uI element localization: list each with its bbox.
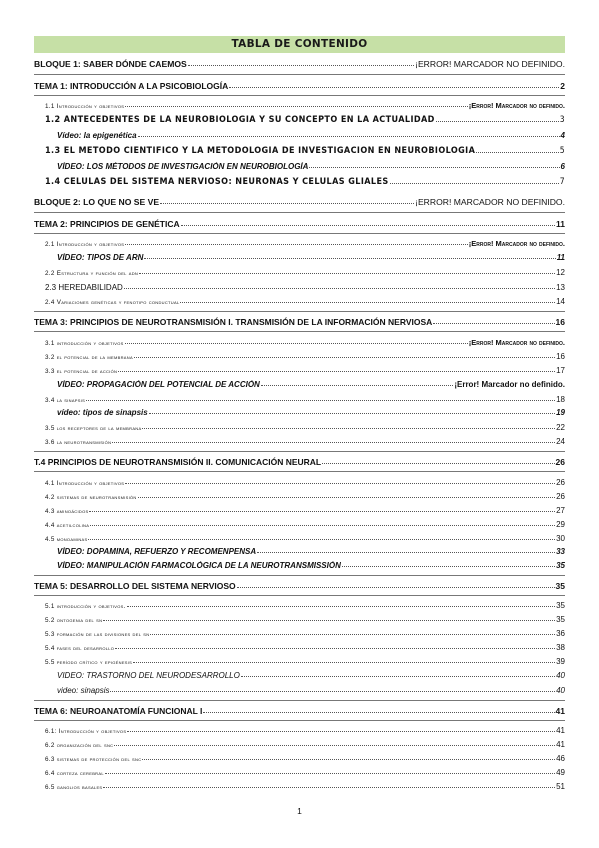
toc-entry-tema-1[interactable] <box>34 81 565 91</box>
section-divider <box>34 74 565 75</box>
toc-entry-label: TEMA 2: PRINCIPIOS DE GENÉTICA <box>34 219 180 229</box>
dot-leader <box>125 343 468 344</box>
toc-entry-bloque-2[interactable] <box>34 197 565 207</box>
toc-entry-label: Vídeo: la epigenética <box>57 131 137 140</box>
dot-leader <box>114 745 555 746</box>
dot-leader <box>127 731 555 732</box>
dot-leader <box>138 136 560 137</box>
dot-leader <box>142 428 555 429</box>
toc-entry-label: VÍDEO: PROPAGACIÓN DEL POTENCIAL DE ACCIÓN <box>57 380 260 389</box>
section-divider <box>34 720 565 721</box>
toc-entry-tema-6[interactable] <box>34 706 565 716</box>
toc-entry-page: 16 <box>555 317 565 327</box>
section-divider <box>34 575 565 576</box>
dot-leader <box>476 152 558 153</box>
toc-entry-4-3[interactable] <box>45 506 565 515</box>
toc-entry-label: 1.2 ANTECEDENTES DE LA NEUROBIOLOGÍA Y SU CONCEPTO EN LA ACTUALIDAD <box>45 115 435 125</box>
toc-entry-label: 5.1 introducción y objetivos. <box>45 603 126 610</box>
section-divider <box>34 451 565 452</box>
toc-entry-page: 33 <box>556 547 565 556</box>
toc-entry-tema-2[interactable] <box>34 219 565 229</box>
dot-leader <box>103 787 555 788</box>
toc-entry-label: 3.1 introducción y objetivos <box>45 340 124 347</box>
toc-entry-1-4[interactable] <box>45 177 565 187</box>
toc-entry-6-4[interactable] <box>45 768 565 777</box>
toc-entry-video-epigenetica[interactable] <box>57 131 565 140</box>
toc-entry-page: 13 <box>556 283 565 292</box>
toc-entry-video-sinapsis[interactable] <box>57 408 565 417</box>
toc-entry-page: 40 <box>556 671 565 680</box>
dot-leader <box>203 712 554 713</box>
toc-entry-page: 26 <box>556 478 565 487</box>
toc-entry-page: 18 <box>556 395 565 404</box>
dot-leader <box>261 385 453 386</box>
dot-leader <box>188 65 414 66</box>
toc-entry-4-4[interactable] <box>45 520 565 529</box>
toc-entry-page: 17 <box>556 366 565 375</box>
toc-entry-5-3[interactable] <box>45 629 565 638</box>
section-divider <box>34 311 565 312</box>
toc-entry-3-5[interactable] <box>45 423 565 432</box>
toc-entry-label: 5.2 ontogenia del sn <box>45 617 103 624</box>
toc-entry-label: 6.5 ganglios basales <box>45 784 103 791</box>
section-divider <box>34 95 565 96</box>
dot-leader <box>118 371 555 372</box>
toc-entry-page: 35 <box>556 615 565 624</box>
toc-entry-label: VÍDEO: TIPOS DE ARN <box>57 253 144 262</box>
toc-entry-page: 22 <box>556 423 565 432</box>
toc-entry-page: 26 <box>555 457 565 467</box>
toc-entry-3-4[interactable] <box>45 395 565 404</box>
toc-entry-label: TEMA 5: DESARROLLO DEL SISTEMA NERVIOSO <box>34 581 236 591</box>
toc-entry-label: 1.1 Introducción y objetivos <box>45 103 125 110</box>
toc-entry-page: ¡Error! Marcador no definido. <box>468 239 565 248</box>
toc-entry-page: 35 <box>556 561 565 570</box>
dot-leader <box>309 167 559 168</box>
toc-entry-label: 4.1 Introducción y objetivos <box>45 480 125 487</box>
toc-entry-page: 24 <box>556 437 565 446</box>
section-divider <box>34 212 565 213</box>
toc-entry-label: 3.2 el potencial de la membrana <box>45 354 133 361</box>
section-divider <box>34 331 565 332</box>
toc-entry-tema-4[interactable] <box>34 457 565 467</box>
toc-entry-label: T.4 PRINCIPIOS DE NEUROTRANSMISIÓN II. COMUNICACIÓN NEURAL <box>34 457 322 467</box>
toc-entry-2-3[interactable] <box>45 283 565 292</box>
toc-entry-label: 2.3 HEREDABILIDAD <box>45 283 123 292</box>
dot-leader <box>125 106 467 107</box>
toc-entry-6-3[interactable] <box>45 754 565 763</box>
toc-entry-label: 4.5 monoaminas <box>45 536 88 543</box>
toc-entry-video-sinapsis-2[interactable] <box>57 686 565 695</box>
dot-leader <box>86 400 555 401</box>
toc-entry-label: TEMA 6: NEUROANATOMÍA FUNCIONAL I <box>34 706 203 716</box>
dot-leader <box>90 525 555 526</box>
toc-entry-label: 2.4 Variaciones genéticas y fenotipo conductual <box>45 299 180 306</box>
toc-entry-label: vídeo: tipos de sinapsis <box>57 408 148 417</box>
toc-entry-page: 41 <box>555 706 565 716</box>
toc-entry-2-1[interactable] <box>45 239 565 248</box>
toc-entry-page: 6 <box>560 162 565 171</box>
toc-entry-page: 29 <box>556 520 565 529</box>
toc-entry-label: BLOQUE 1: SABER DÓNDE CAEMOS <box>34 59 187 69</box>
dot-leader <box>124 288 555 289</box>
toc-entry-video-metodos[interactable] <box>57 162 565 171</box>
toc-entry-label: 2.2 Estructura y función del adn <box>45 270 139 277</box>
toc-entry-page: 46 <box>556 754 565 763</box>
toc-entry-page: 26 <box>556 492 565 501</box>
dot-leader <box>125 244 467 245</box>
dot-leader <box>181 225 555 226</box>
toc-entry-video-neurodesarrollo[interactable] <box>57 671 565 680</box>
dot-leader <box>142 759 555 760</box>
toc-entry-label: video: sinapsis <box>57 686 110 695</box>
toc-entry-label: BLOQUE 2: LO QUE NO SE VE <box>34 197 160 207</box>
toc-title: TABLA DE CONTENIDO <box>34 36 565 53</box>
toc-entry-5-1[interactable] <box>45 601 565 610</box>
toc-entry-label: VÍDEO: LOS MÉTODOS DE INVESTIGACIÓN EN NEUROBIOLOGÍA <box>57 162 309 171</box>
toc-entry-page: 36 <box>556 629 565 638</box>
toc-entry-page: 27 <box>556 506 565 515</box>
dot-leader <box>125 483 555 484</box>
dot-leader <box>112 442 555 443</box>
toc-entry-page: 7 <box>559 177 565 187</box>
toc-entry-2-2[interactable] <box>45 268 565 277</box>
section-divider <box>34 700 565 701</box>
dot-leader <box>115 648 555 649</box>
toc-entry-3-2[interactable] <box>45 352 565 361</box>
toc-entry-video-dopamina[interactable] <box>57 547 565 556</box>
toc-entry-label: 1.3 EL MÉTODO CIENTÍFICO Y LA METODOLOGÍA DE INVESTIGACIÓN EN NEUROBIOLOGÍA <box>45 146 476 156</box>
page-number: 1 <box>297 806 302 816</box>
toc-entry-page: 11 <box>556 253 565 262</box>
toc-entry-label: 3.3 el potencial de acción <box>45 368 118 375</box>
toc-entry-page: 4 <box>560 131 565 140</box>
toc-entry-label: VÍDEO: MANIPULACIÓN FARMACOLÓGICA DE LA NEUROTRANSMISSIÓN <box>57 561 341 570</box>
dot-leader <box>237 587 555 588</box>
toc-entry-page: 14 <box>556 297 565 306</box>
dot-leader <box>342 566 555 567</box>
toc-entry-label: 6.4 corteza cerebral <box>45 770 104 777</box>
toc-entry-page: 11 <box>556 219 565 229</box>
toc-entry-3-1[interactable] <box>45 338 565 347</box>
toc-entry-page: ¡Error! Marcador no definido. <box>468 101 565 110</box>
toc-entry-2-4[interactable] <box>45 297 565 306</box>
toc-entry-label: TEMA 1: INTRODUCCIÓN A LA PSICOBIOLOGÍA <box>34 81 229 91</box>
toc-entry-label: 4.2 sistemas de neurotransmisión <box>45 494 137 501</box>
dot-leader <box>127 606 555 607</box>
toc-entry-page: 19 <box>556 408 565 417</box>
toc-entry-page: 2 <box>560 81 565 91</box>
toc-entry-6-5[interactable] <box>45 782 565 791</box>
toc-entry-page: 30 <box>556 534 565 543</box>
dot-leader <box>88 539 555 540</box>
toc-entry-label: 6.3 sistemas de protección del snc <box>45 756 142 763</box>
dot-leader <box>180 302 555 303</box>
section-divider <box>34 471 565 472</box>
toc-entry-page: 12 <box>556 268 565 277</box>
toc-entry-page: 41 <box>556 740 565 749</box>
dot-leader <box>433 323 554 324</box>
dot-leader <box>257 552 555 553</box>
dot-leader <box>89 511 555 512</box>
dot-leader <box>150 634 555 635</box>
toc-entry-label: 3.4 la sinapsis <box>45 397 86 404</box>
toc-entry-1-2[interactable] <box>45 115 565 125</box>
toc-entry-page: ¡ERROR! MARCADOR NO DEFINIDO. <box>415 59 565 69</box>
toc-entry-label: 2.1 Introducción y objetivos <box>45 241 125 248</box>
dot-leader <box>229 87 559 88</box>
toc-entry-label: 5.5 período crítico y epigénesis <box>45 659 133 666</box>
toc-entry-page: ¡Error! Marcador no definido. <box>468 338 565 347</box>
toc-entry-label: 5.4 fases del desarrollo <box>45 645 115 652</box>
dot-leader <box>110 691 555 692</box>
toc-entry-tema-5[interactable] <box>34 581 565 591</box>
dot-leader <box>103 620 555 621</box>
toc-entry-video-farmacologica[interactable] <box>57 561 565 570</box>
toc-entry-tema-3[interactable] <box>34 317 565 327</box>
dot-leader <box>144 258 555 259</box>
toc-entry-3-3[interactable] <box>45 366 565 375</box>
dot-leader <box>105 773 555 774</box>
section-divider <box>34 233 565 234</box>
toc-entry-page: ¡ERROR! MARCADOR NO DEFINIDO. <box>415 197 565 207</box>
dot-leader <box>133 662 555 663</box>
dot-leader <box>241 676 555 677</box>
dot-leader <box>149 413 555 414</box>
toc-entry-4-1[interactable] <box>45 478 565 487</box>
section-divider <box>34 595 565 596</box>
toc-entry-5-5[interactable] <box>45 657 565 666</box>
toc-entry-label: 4.4 acetilcolina <box>45 522 90 529</box>
toc-entry-page: 16 <box>556 352 565 361</box>
toc-entry-1-1[interactable] <box>45 101 565 110</box>
toc-entry-6-2[interactable] <box>45 740 565 749</box>
toc-entry-label: 5.3 formación de las divisiones del sn <box>45 631 150 638</box>
toc-entry-5-2[interactable] <box>45 615 565 624</box>
toc-entry-4-2[interactable] <box>45 492 565 501</box>
toc-entry-label: 1.4 CÉLULAS DEL SISTEMA NERVIOSO: NEURONAS Y CÉLULAS GLIALES <box>45 177 389 187</box>
toc-entry-3-6[interactable] <box>45 437 565 446</box>
dot-leader <box>160 203 414 204</box>
toc-entry-page: 49 <box>556 768 565 777</box>
toc-entry-label: VÍDEO: DOPAMINA, REFUERZO Y RECOMENPENSA <box>57 547 257 556</box>
toc-entry-page: 35 <box>555 581 565 591</box>
toc-entry-4-5[interactable] <box>45 534 565 543</box>
toc-entry-5-4[interactable] <box>45 643 565 652</box>
dot-leader <box>436 121 559 122</box>
toc-entry-label: TEMA 3: PRINCIPIOS DE NEUROTRANSMISIÓN I. TRANSMISIÓN DE LA INFORMACIÓN NERVIOSA <box>34 317 433 327</box>
toc-entry-page: ¡Error! Marcador no definido. <box>454 380 565 389</box>
dot-leader <box>390 183 559 184</box>
toc-entry-6-1[interactable] <box>45 726 565 735</box>
toc-entry-label: 6.1: Introducción y objetivos <box>45 728 127 735</box>
toc-entry-page: 38 <box>556 643 565 652</box>
toc-entry-bloque-1[interactable] <box>34 59 565 69</box>
toc-entry-label: 6.2 organización del snc <box>45 742 114 749</box>
dot-leader <box>322 463 554 464</box>
toc-entry-page: 5 <box>559 146 565 156</box>
toc-entry-video-potencial-accion[interactable] <box>57 380 565 389</box>
dot-leader <box>139 273 555 274</box>
toc-entry-label: VIDEO: TRASTORNO DEL NEURODESARROLLO <box>57 671 240 680</box>
dot-leader <box>138 497 555 498</box>
toc-entry-1-3[interactable] <box>45 146 565 156</box>
toc-entry-page: 39 <box>556 657 565 666</box>
toc-entry-page: 3 <box>559 115 565 125</box>
toc-entry-page: 40 <box>556 686 565 695</box>
toc-entry-label: 4.3 aminoácidos <box>45 508 89 515</box>
toc-entry-page: 51 <box>556 782 565 791</box>
dot-leader <box>134 357 555 358</box>
toc-entry-page: 41 <box>556 726 565 735</box>
toc-entry-label: 3.5 los receptores de la membrana <box>45 425 142 432</box>
toc-entry-page: 35 <box>556 601 565 610</box>
toc-entry-video-arn[interactable] <box>57 253 565 262</box>
toc-entry-label: 3.6 la neurotransmisión <box>45 439 112 446</box>
